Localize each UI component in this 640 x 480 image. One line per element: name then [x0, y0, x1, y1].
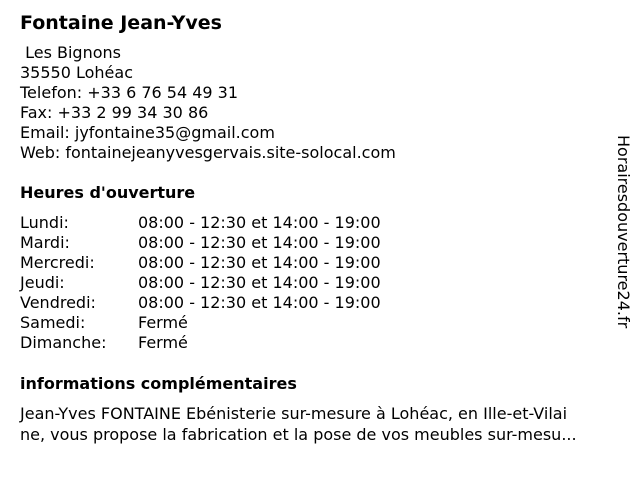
hours-value: Fermé: [138, 333, 188, 352]
day-label: Lundi:: [20, 213, 69, 232]
hours-value: 08:00 - 12:30 et 14:00 - 19:00: [138, 273, 381, 292]
day-label: Samedi:: [20, 313, 86, 332]
day-label: Mardi:: [20, 233, 70, 252]
hours-row-monday: [20, 213, 440, 233]
address-street: Les Bignons: [20, 43, 121, 62]
hours-row-wednesday: [20, 253, 440, 273]
address-city: 35550 Lohéac: [20, 63, 133, 82]
hours-row-saturday: [20, 313, 440, 333]
web-line[interactable]: Web: fontainejeanyvesgervais.site-solocal.com: [20, 143, 396, 162]
contact-block: [20, 43, 396, 163]
business-name: Fontaine Jean-Yves: [20, 12, 222, 34]
hours-row-tuesday: [20, 233, 440, 253]
hours-value: 08:00 - 12:30 et 14:00 - 19:00: [138, 293, 381, 312]
hours-row-friday: [20, 293, 440, 313]
phone-line[interactable]: Telefon: +33 6 76 54 49 31: [20, 83, 239, 102]
hours-row-sunday: [20, 333, 440, 353]
fax-line: Fax: +33 2 99 34 30 86: [20, 103, 209, 122]
hours-value: 08:00 - 12:30 et 14:00 - 19:00: [138, 233, 381, 252]
description-line: Jean-Yves FONTAINE Ebénisterie sur-mesure à Lohéac, en Ille-et-Vilai: [20, 404, 568, 423]
description-line: ne, vous propose la fabrication et la pose de vos meubles sur-mesu...: [20, 425, 577, 444]
email-line[interactable]: Email: jyfontaine35@gmail.com: [20, 123, 275, 142]
hours-row-thursday: [20, 273, 440, 293]
description: [20, 403, 577, 445]
day-label: Dimanche:: [20, 333, 107, 352]
site-watermark[interactable]: Horairesdouverture24.fr: [614, 135, 633, 329]
hours-value: Fermé: [138, 313, 188, 332]
day-label: Mercredi:: [20, 253, 95, 272]
hours-heading: Heures d'ouverture: [20, 183, 196, 202]
hours-table: [20, 213, 440, 353]
day-label: Vendredi:: [20, 293, 96, 312]
day-label: Jeudi:: [20, 273, 65, 292]
hours-value: 08:00 - 12:30 et 14:00 - 19:00: [138, 253, 381, 272]
info-heading: informations complémentaires: [20, 374, 297, 393]
hours-value: 08:00 - 12:30 et 14:00 - 19:00: [138, 213, 381, 232]
